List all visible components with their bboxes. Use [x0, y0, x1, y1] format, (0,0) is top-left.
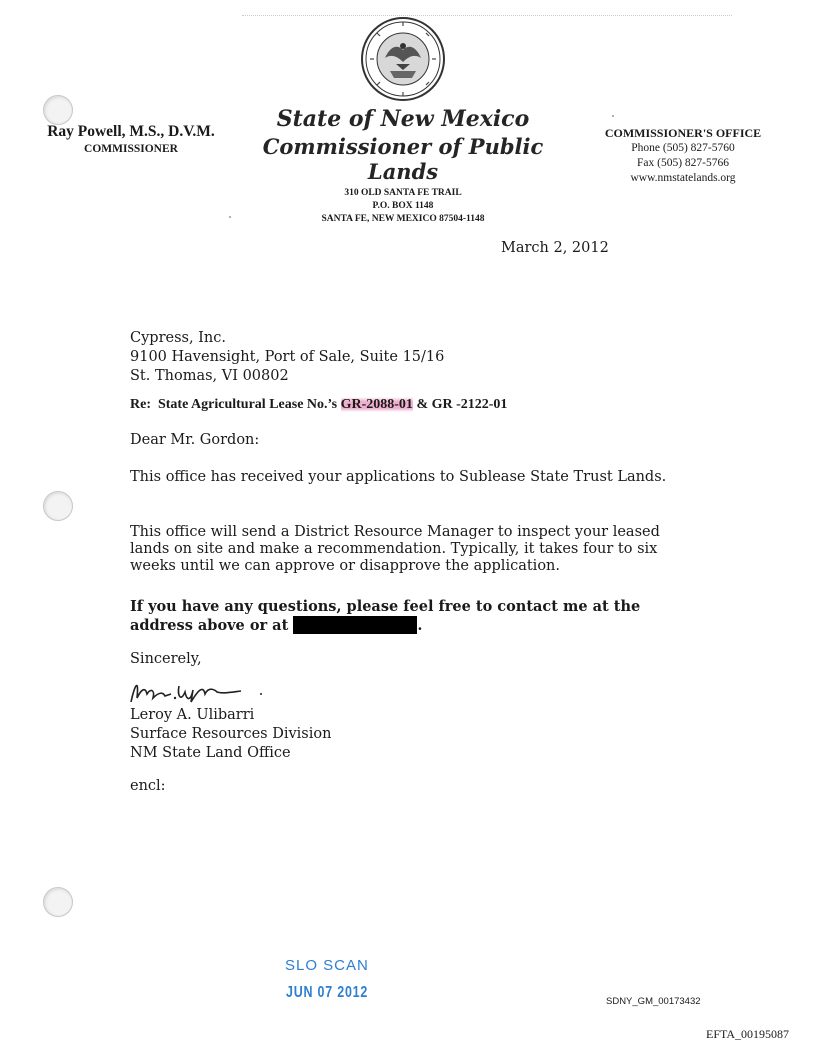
letterhead-address-line1: 310 OLD SANTA FE TRAIL	[344, 188, 462, 198]
office-title: COMMISSIONER'S OFFICE	[604, 126, 762, 140]
enclosure-label: encl:	[130, 778, 166, 794]
paragraph-1: This office has received your applications to Sublease State Trust Lands.	[130, 469, 667, 485]
scan-stamp: SLO SCAN	[285, 957, 369, 974]
recipient-line1: Cypress, Inc.	[130, 330, 226, 346]
scan-speck	[229, 216, 231, 218]
closing: Sincerely,	[130, 651, 202, 667]
signer-division: Surface Resources Division	[130, 726, 332, 742]
scan-speck	[612, 115, 614, 117]
letter-date: March 2, 2012	[501, 240, 609, 256]
office-phone: Phone (505) 827-5760	[631, 142, 735, 154]
letterhead-address	[250, 187, 556, 226]
signer-office: NM State Land Office	[130, 745, 291, 761]
office-contact-block	[596, 126, 770, 186]
subject-lease-second: & GR -2122-01	[412, 397, 508, 412]
redaction-block	[293, 616, 417, 634]
subject-lease-highlighted: GR-2088-01	[340, 397, 413, 412]
contact-paragraph-end: .	[417, 617, 423, 634]
letterhead-title-block	[250, 106, 556, 226]
letterhead-agency: Commissioner of Public Lands	[262, 134, 544, 184]
subject-line	[130, 397, 507, 413]
paragraph-2: This office will send a District Resource Manager to inspect your leased lands on site and make a recommendation. Typically, it takes four to six weeks until we can approve or disapprove the application.	[130, 524, 660, 574]
punch-hole-bottom	[43, 887, 73, 917]
commissioner-role: COMMISSIONER	[84, 143, 178, 155]
efta-number: EFTA_00195087	[706, 1027, 790, 1041]
signer-name: Leroy A. Ulibarri	[130, 707, 255, 723]
contact-paragraph-text: If you have any questions, please feel free to contact me at the address above or at	[130, 598, 641, 634]
letterhead-address-line2: P.O. BOX 1148	[372, 201, 434, 211]
salutation: Dear Mr. Gordon:	[130, 432, 260, 448]
letterhead-state: State of New Mexico	[276, 106, 530, 132]
letterhead-address-line3: SANTA FE, NEW MEXICO 87504-1148	[321, 214, 485, 224]
recipient-line2: 9100 Havensight, Port of Sale, Suite 15/16	[130, 349, 445, 365]
state-seal-image	[360, 16, 446, 102]
office-website: www.nmstatelands.org	[630, 172, 736, 184]
commissioner-name: Ray Powell, M.S., D.V.M.	[47, 123, 215, 140]
commissioner-block	[36, 123, 226, 155]
subject-prefix: Re: State Agricultural Lease No.’s	[130, 397, 341, 412]
punch-hole-top	[43, 95, 73, 125]
recipient-address	[130, 329, 444, 386]
scan-artifact-line	[242, 15, 732, 20]
punch-hole-middle	[43, 491, 73, 521]
bates-number: SDNY_GM_00173432	[606, 996, 701, 1007]
date-stamp: JUN 07 2012	[286, 984, 369, 1001]
office-fax: Fax (505) 827-5766	[637, 157, 729, 169]
recipient-line3: St. Thomas, VI 00802	[130, 368, 289, 384]
signer-block	[130, 706, 331, 763]
contact-paragraph	[130, 597, 705, 635]
